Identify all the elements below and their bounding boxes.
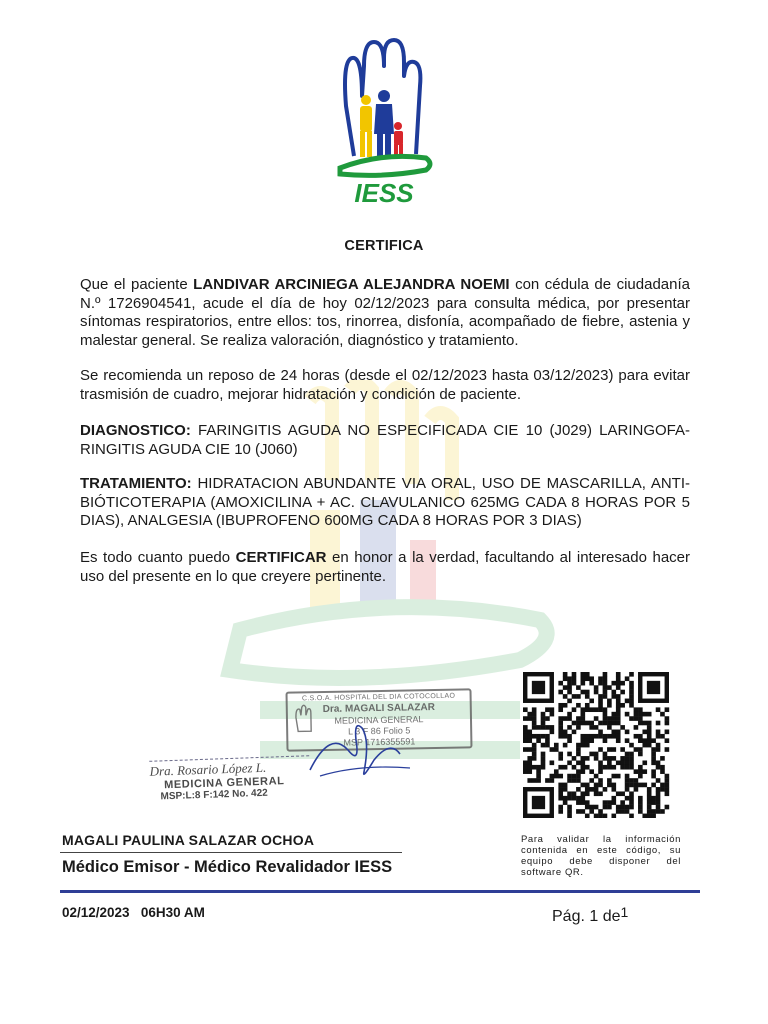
doctor-stamp	[149, 755, 310, 806]
stamp-hospital-line4: L 3 F 86 Folio 5	[348, 725, 411, 737]
page-indicator	[552, 904, 628, 926]
certificate-title: CERTIFICA	[344, 238, 424, 254]
signer-role: Médico Emisor - Médico Revalidador IESS	[62, 858, 393, 876]
signature-line	[60, 852, 402, 853]
stamp-hospital-line3: MEDICINA GENERAL	[334, 714, 424, 726]
stamp-doctor-line1: Dra. Rosario López L.	[149, 759, 267, 779]
page-label: Pág. 1 de	[552, 908, 621, 925]
qr-validation-note: Para validar la información contenida en este código, su equipo debe disponer del software QR.	[521, 834, 681, 878]
paragraph-diagnosis	[80, 422, 690, 459]
logo-text: IESS	[354, 178, 414, 208]
paragraph-rest: Se recomienda un reposo de 24 horas (desde el 02/12/2023 hasta 03/12/2023) para evitar trasmisión de cuadro, mejorar hidratación y condición de paciente.	[80, 367, 690, 403]
page-total: 1	[620, 904, 629, 920]
issue-time: 06H30 AM	[140, 905, 205, 920]
stamp-hospital-line2: Dra. MAGALI SALAZAR	[322, 702, 435, 715]
handwritten-signature	[300, 710, 420, 790]
stamp-doctor-line3: MSP:L:8 F:142 No. 422	[160, 787, 268, 803]
closing-emphasis: CERTIFICAR	[235, 549, 327, 566]
signer-name: MAGALI PAULINA SALAZAR OCHOA	[62, 832, 315, 848]
closing-before: Es todo cuanto puedo	[80, 549, 236, 566]
paragraph-treatment	[80, 475, 690, 531]
issue-datetime	[62, 905, 205, 920]
diagnosis-label: DIAGNOSTICO:	[80, 422, 191, 439]
patient-name: LANDIVAR ARCINIEGA ALEJANDRA NOEMI	[193, 276, 510, 293]
stamp-hospital-line1: C.S.O.A. HOSPITAL DEL DIA COTOCOLLAO	[301, 692, 456, 703]
validation-qr-code[interactable]	[518, 672, 674, 818]
issue-date: 02/12/2023	[62, 905, 130, 920]
closing-after: en honor a la verdad, facultando al interesado hacer uso del presente en lo que creyere pertinente.	[80, 549, 690, 585]
patient-intro: Que el paciente	[80, 276, 194, 293]
footer-divider	[60, 890, 700, 893]
iess-logo	[332, 36, 436, 208]
treatment-text: HIDRATACION ABUNDANTE VIA ORAL, USO DE MASCARILLA, ANTI-BIÓTICOTERAPIA (AMOXICILINA + AC. CLAVULANICO 625MG CADA 8 HORAS POR 5 DIAS), ANALGESIA (IBUPROFENO 600MG CADA 8 HORAS POR 3 DIAS)	[80, 475, 690, 529]
patient-details: con cédula de ciudadanía N.º 1726904541, acude el día de hoy 02/12/2023 para consulta médica, por presentar síntomas respiratorios, entre ellos: tos, rinorrea, disfonía, acompañado de fiebre, astenia y malestar general. Se realiza valoración, diagnóstico y tratamiento.	[80, 276, 690, 349]
treatment-label: TRATAMIENTO:	[80, 475, 192, 492]
paragraph-closing	[80, 549, 690, 586]
diagnosis-text: FARINGITIS AGUDA NO ESPECIFICADA CIE 10 (J029) LARINGOFA-RINGITIS AGUDA CIE 10 (J060)	[80, 422, 690, 458]
paragraph-patient	[80, 276, 690, 350]
stamp-doctor-line2: MEDICINA GENERAL	[163, 775, 285, 792]
stamp-hospital-line5: MSP 1716355591	[343, 736, 416, 748]
